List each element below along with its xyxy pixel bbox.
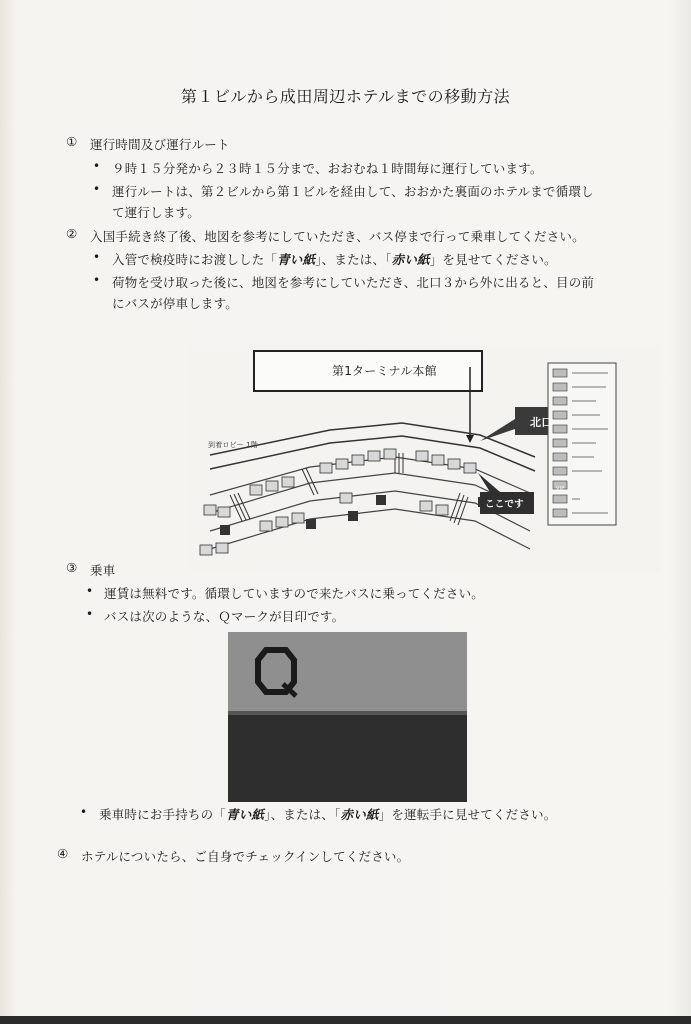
section-2-number: ② (66, 226, 78, 241)
section-2-bullet-2-line1: 荷物を受け取った後に、地図を参考にしていただき、北口３から外に出ると、目の前 (112, 275, 595, 290)
section-1-bullet-1: ９時１５分発から２３時１５分まで、おおむね１時間毎に運行しています。 (112, 161, 543, 176)
terminal-label: 第1ターミナル本館 (332, 364, 437, 378)
bullet-dot: • (93, 159, 101, 173)
section-3-number: ③ (66, 560, 78, 575)
section-3-bullet-2: バスは次のような、Ｑマークが目印です。 (104, 609, 345, 624)
section-1-bullet-2-line1: 運行ルートは、第２ビルから第１ビルを経由して、おおかた裏面のホテルまで循環し (112, 184, 594, 199)
section-2-heading: 入国手続き終了後、地図を参考にしていただき、バス停まで行って乗車してください。 (90, 229, 585, 244)
bullet-dot: • (93, 273, 101, 287)
section-2-bullet-1: 入管で検疫時にお渡しした「青い紙」、または、「赤い紙」を見せてください。 (112, 252, 557, 267)
bus-photo (228, 632, 467, 802)
section-1-number: ① (66, 134, 78, 149)
section-1-bullet-2-line2: て運行します。 (112, 205, 200, 220)
bullet-dot: • (93, 182, 101, 196)
section-4-heading: ホテルについたら、ご自身でチェックインしてください。 (81, 849, 410, 864)
terminal-map (190, 345, 660, 573)
bullet-dot: • (80, 805, 88, 819)
q-mark-label (270, 660, 271, 661)
legend-vip-label: VIP (556, 486, 565, 492)
north-exit-label: 北口 (530, 416, 553, 429)
section-3-bullet-1: 運賃は無料です。循環していますので来たバスに乗ってください。 (104, 586, 485, 601)
page-title: 第１ビルから成田周辺ホテルまでの移動方法 (180, 87, 511, 106)
section-3-bullet-3: 乗車時にお手持ちの「青い紙」、または、「赤い紙」を運転手に見せてください。 (99, 807, 557, 822)
section-2-bullet-2-line2: にバスが停車します。 (112, 296, 239, 311)
bullet-dot: • (86, 584, 94, 598)
terminal-map-drawing (190, 345, 660, 573)
section-3-heading: 乗車 (90, 563, 116, 578)
section-1-heading: 運行時間及び運行ルート (90, 137, 230, 152)
bullet-dot: • (93, 250, 101, 264)
section-4-number: ④ (57, 846, 69, 861)
page-bottom-edge (0, 1016, 691, 1024)
bullet-dot: • (86, 607, 94, 621)
arrival-lobby-label: 到着ロビー 1階 (208, 441, 258, 449)
bus-photo-drawing (228, 632, 467, 802)
here-label: ここです (485, 499, 524, 510)
